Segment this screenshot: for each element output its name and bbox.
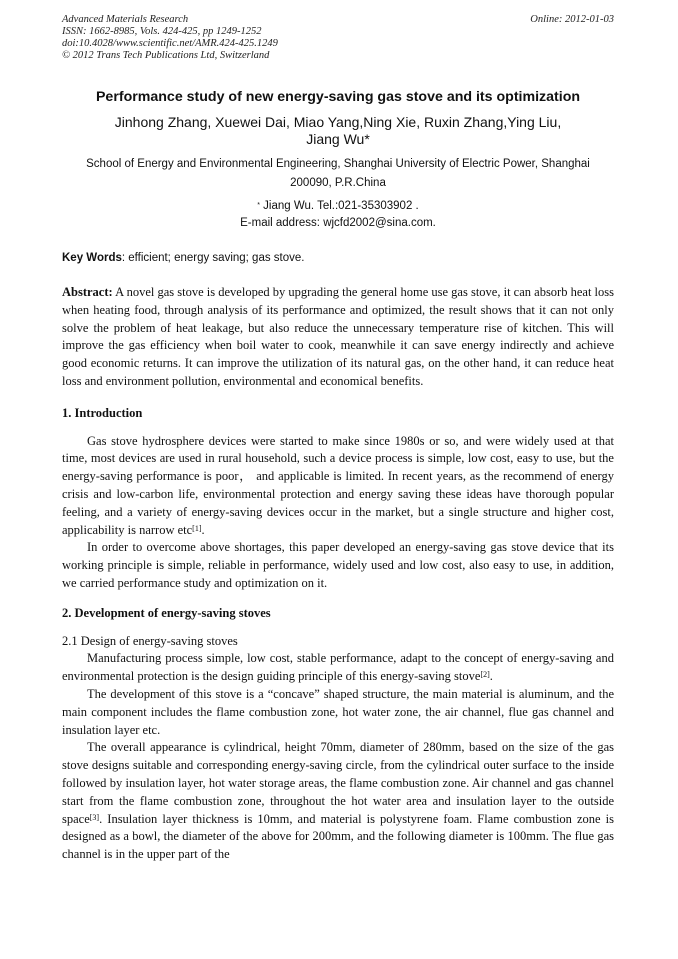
dev-paragraph-1 (62, 650, 614, 686)
paper-title: Performance study of new energy-saving gas stove and its optimization (95, 89, 581, 105)
citation-2: [2] (480, 670, 490, 680)
journal-header (62, 14, 614, 64)
contact-tel (62, 198, 614, 215)
contact-email: E-mail address: wjcfd2002@sina.com. (240, 217, 436, 229)
subsection-heading-design: 2.1 Design of energy-saving stoves (62, 633, 238, 648)
copyright-line: © 2012 Trans Tech Publications Ltd, Switzerland (62, 50, 270, 61)
affiliation-line-2: 200090, P.R.China (290, 177, 386, 189)
section-heading-introduction: 1. Introduction (62, 405, 143, 420)
intro-paragraph-1 (62, 433, 614, 540)
dev-paragraph-2: The development of this stove is a “concave” shaped structure, the main material is aluminum, and the main component includes the flame combustion zone, hot water zone, the air channel, flue gas channel and insulation layer etc. (62, 686, 614, 737)
dev-paragraph-3 (62, 739, 614, 864)
intro-p1-text: Gas stove hydrosphere devices were started to make since 1980s or so, and were widely used at that time, most devices are used in rural household, such a device process is simple, low cost, easy to use, but the energy-saving performance is poor， and applicable is limited. In recent years, as the recommend of energy crisis and low-carbon life, environmental protection and energy saving these ideas have thorough popular feeling, and a variety of energy-saving devices occur in the market, but a single structure and higher cost, applicability is narrow etc (62, 433, 614, 537)
doi-line: doi:10.4028/www.scientific.net/AMR.424-425.1249 (62, 38, 278, 49)
development-body (62, 650, 614, 864)
keywords-text: : efficient; energy saving; gas stove. (121, 252, 305, 264)
dev-p3-end: . Insulation layer thickness is 10mm, and material is polystyrene foam. Flame combustion zone is designed as a bowl, the diameter of the above for 200mm, and the following diameter is 100mm. The flue gas channel is in the upper part of the (62, 811, 614, 862)
abstract-label: Abstract: (62, 285, 113, 299)
authors-line-2: Jiang Wu* (306, 131, 370, 147)
citation-3: [3] (89, 812, 100, 822)
affiliation (62, 155, 614, 193)
abstract (62, 284, 614, 391)
dev-p1-text: Manufacturing process simple, low cost, stable performance, adapt to the concept of energy-saving and environmental protection is the design guiding principle of this energy-saving stove (62, 651, 614, 684)
corresponding-author (62, 198, 614, 232)
dev-p1-end: . (489, 669, 493, 684)
corresponding-star: * (257, 202, 260, 209)
intro-paragraph-2: In order to overcome above shortages, this paper developed an energy-saving gas stove device that its working principle is simple, reliable in performance, widely used and low cost, also easy to use, in addition, we carried performance study and optimization on it. (62, 540, 614, 590)
author-list (62, 114, 614, 148)
section-heading-development: 2. Development of energy-saving stoves (62, 605, 271, 620)
abstract-text: A novel gas stove is developed by upgrading the general home use gas stove, it can absorb heat loss when heating food, through analysis of its performance and optimized, the result shows that it can not only solve the problem of heat leakage, but also reduce the unnecessary temperature rise of kitchen. This will improve the gas efficiency when boil water to cook, meanwhile it can save energy indirectly and achieve good economic returns. It can improve the utilization of its natural gas, on the other hand, it can reduce heat loss and environment pollution, environmental and economical benefits. (62, 285, 614, 388)
keywords-label: Key Words (62, 252, 122, 264)
paper-page (62, 14, 614, 864)
affiliation-line-1: School of Energy and Environmental Engineering, Shanghai University of Electric Power, Shanghai (86, 158, 590, 170)
online-date: Online: 2012-01-03 (530, 14, 614, 25)
intro-body (62, 433, 614, 593)
keywords (62, 250, 614, 266)
authors-line-1: Jinhong Zhang, Xuewei Dai, Miao Yang,Ning Xie, Ruxin Zhang,Ying Liu, (114, 114, 562, 130)
dev-p3-text: The overall appearance is cylindrical, height 70mm, diameter of 280mm, based on the size of the gas stove designs suitable and corresponding energy-saving circle, from the cylindrical outer surface to the inside followed by insulation layer, hot water storage areas, the flame combustion zone. Air channel and gas channel start from the flame combustion zone, throughout the hot water area and insulation layer to the outside space (62, 740, 614, 826)
issn-line: ISSN: 1662-8985, Vols. 424-425, pp 1249-1252 (62, 26, 262, 37)
journal-name: Advanced Materials Research (62, 14, 189, 25)
citation-1: [1] (192, 523, 202, 533)
tel-text: Jiang Wu. Tel.:021-35303902 . (259, 200, 419, 212)
intro-p1-end: . (201, 522, 205, 537)
